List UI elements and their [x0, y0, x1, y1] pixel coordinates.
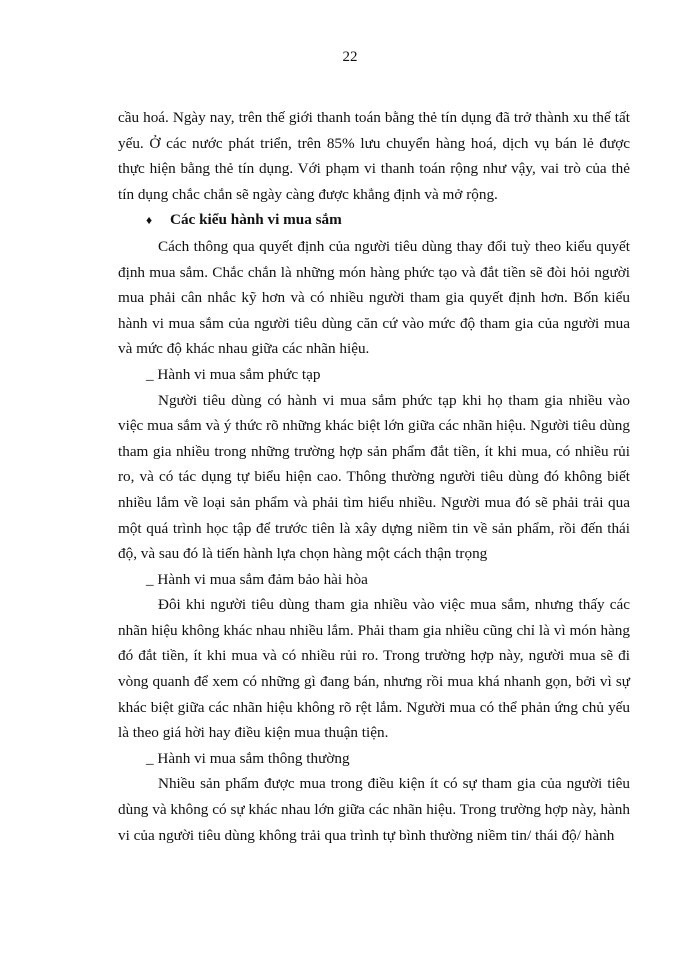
document-body	[118, 105, 630, 848]
diamond-bullet-icon: ♦	[146, 213, 153, 228]
page-number: 22	[342, 49, 358, 65]
paragraph-credit-card: cầu hoá. Ngày nay, trên thế giới thanh toán bằng thẻ tín dụng đã trở thành xu thế tất yếu. Ở các nước phát triển, trên 85% lưu chuyển hàng hoá, dịch vụ bán lẻ được thực hiện bằng thẻ tín dụng. Với phạm vi thanh toán rộng như vậy, vai trò của thẻ tín dụng chắc chắn sẽ ngày càng được khẳng định và mở rộng.	[118, 109, 630, 203]
paragraph-complex-buying: Người tiêu dùng có hành vi mua sắm phức tạp khi họ tham gia nhiều vào việc mua sắm và ý thức rõ những khác biệt lớn giữa các nhãn hiệu. Người tiêu dùng tham gia nhiều trong những trường hợp sản phẩm đắt tiền, ít khi mua, có nhiều rủi ro, và có tác dụng tự biểu hiện cao. Thông thường người tiêu dùng đó không biết nhiều lắm về loại sản phẩm và phải tìm hiểu nhiều. Người mua đó sẽ phải trải qua một quá trình học tập để trước tiên là xây dựng niềm tin về sản phẩm, rồi đến thái độ, và sau đó là tiến hành lựa chọn hàng một cách thận trọng	[118, 391, 630, 563]
subheading-habitual-buying: _ Hành vi mua sắm thông thường	[146, 749, 350, 767]
subheading-dissonance-reducing: _ Hành vi mua sắm đảm bảo hài hòa	[146, 570, 368, 588]
section-heading-text: Các kiểu hành vi mua sắm	[170, 211, 342, 229]
paragraph-buying-behavior-intro: Cách thông qua quyết định của người tiêu dùng thay đổi tuỳ theo kiểu quyết định mua sắm. Chắc chắn là những món hàng phức tạo và đắt tiền sẽ đòi hỏi người mua phải cân nhắc kỹ hơn và có nhiều người tham gia quyết định hơn. Bốn kiểu hành vi mua sắm của người tiêu dùng căn cứ vào mức độ tham gia của người mua và mức độ khác nhau giữa các nhãn hiệu.	[118, 237, 630, 358]
paragraph-habitual-buying: Nhiều sản phẩm được mua trong điều kiện ít có sự tham gia của người tiêu dùng và không có sự khác nhau lớn giữa các nhãn hiệu. Trong trường hợp này, hành vi của người tiêu dùng không trải qua trình tự bình thường niềm tin/ thái độ/ hành	[118, 775, 630, 844]
paragraph-dissonance-reducing: Đôi khi người tiêu dùng tham gia nhiều vào việc mua sắm, nhưng thấy các nhãn hiệu không khác nhau nhiều lắm. Phải tham gia nhiều cũng chỉ là vì món hàng đó đắt tiền, ít khi mua và có nhiều rủi ro. Trong trường hợp này, người mua sẽ đi vòng quanh để xem có những gì đang bán, nhưng rồi mua khá nhanh gọn, bởi vì sự khác biệt giữa các nhãn hiệu không rõ rệt lắm. Người mua có thể phản ứng chủ yếu là theo giá hời hay điều kiện mua thuận tiện.	[118, 596, 630, 742]
section-heading	[118, 207, 630, 234]
subheading-complex-buying: _ Hành vi mua sắm phức tạp	[146, 365, 321, 383]
